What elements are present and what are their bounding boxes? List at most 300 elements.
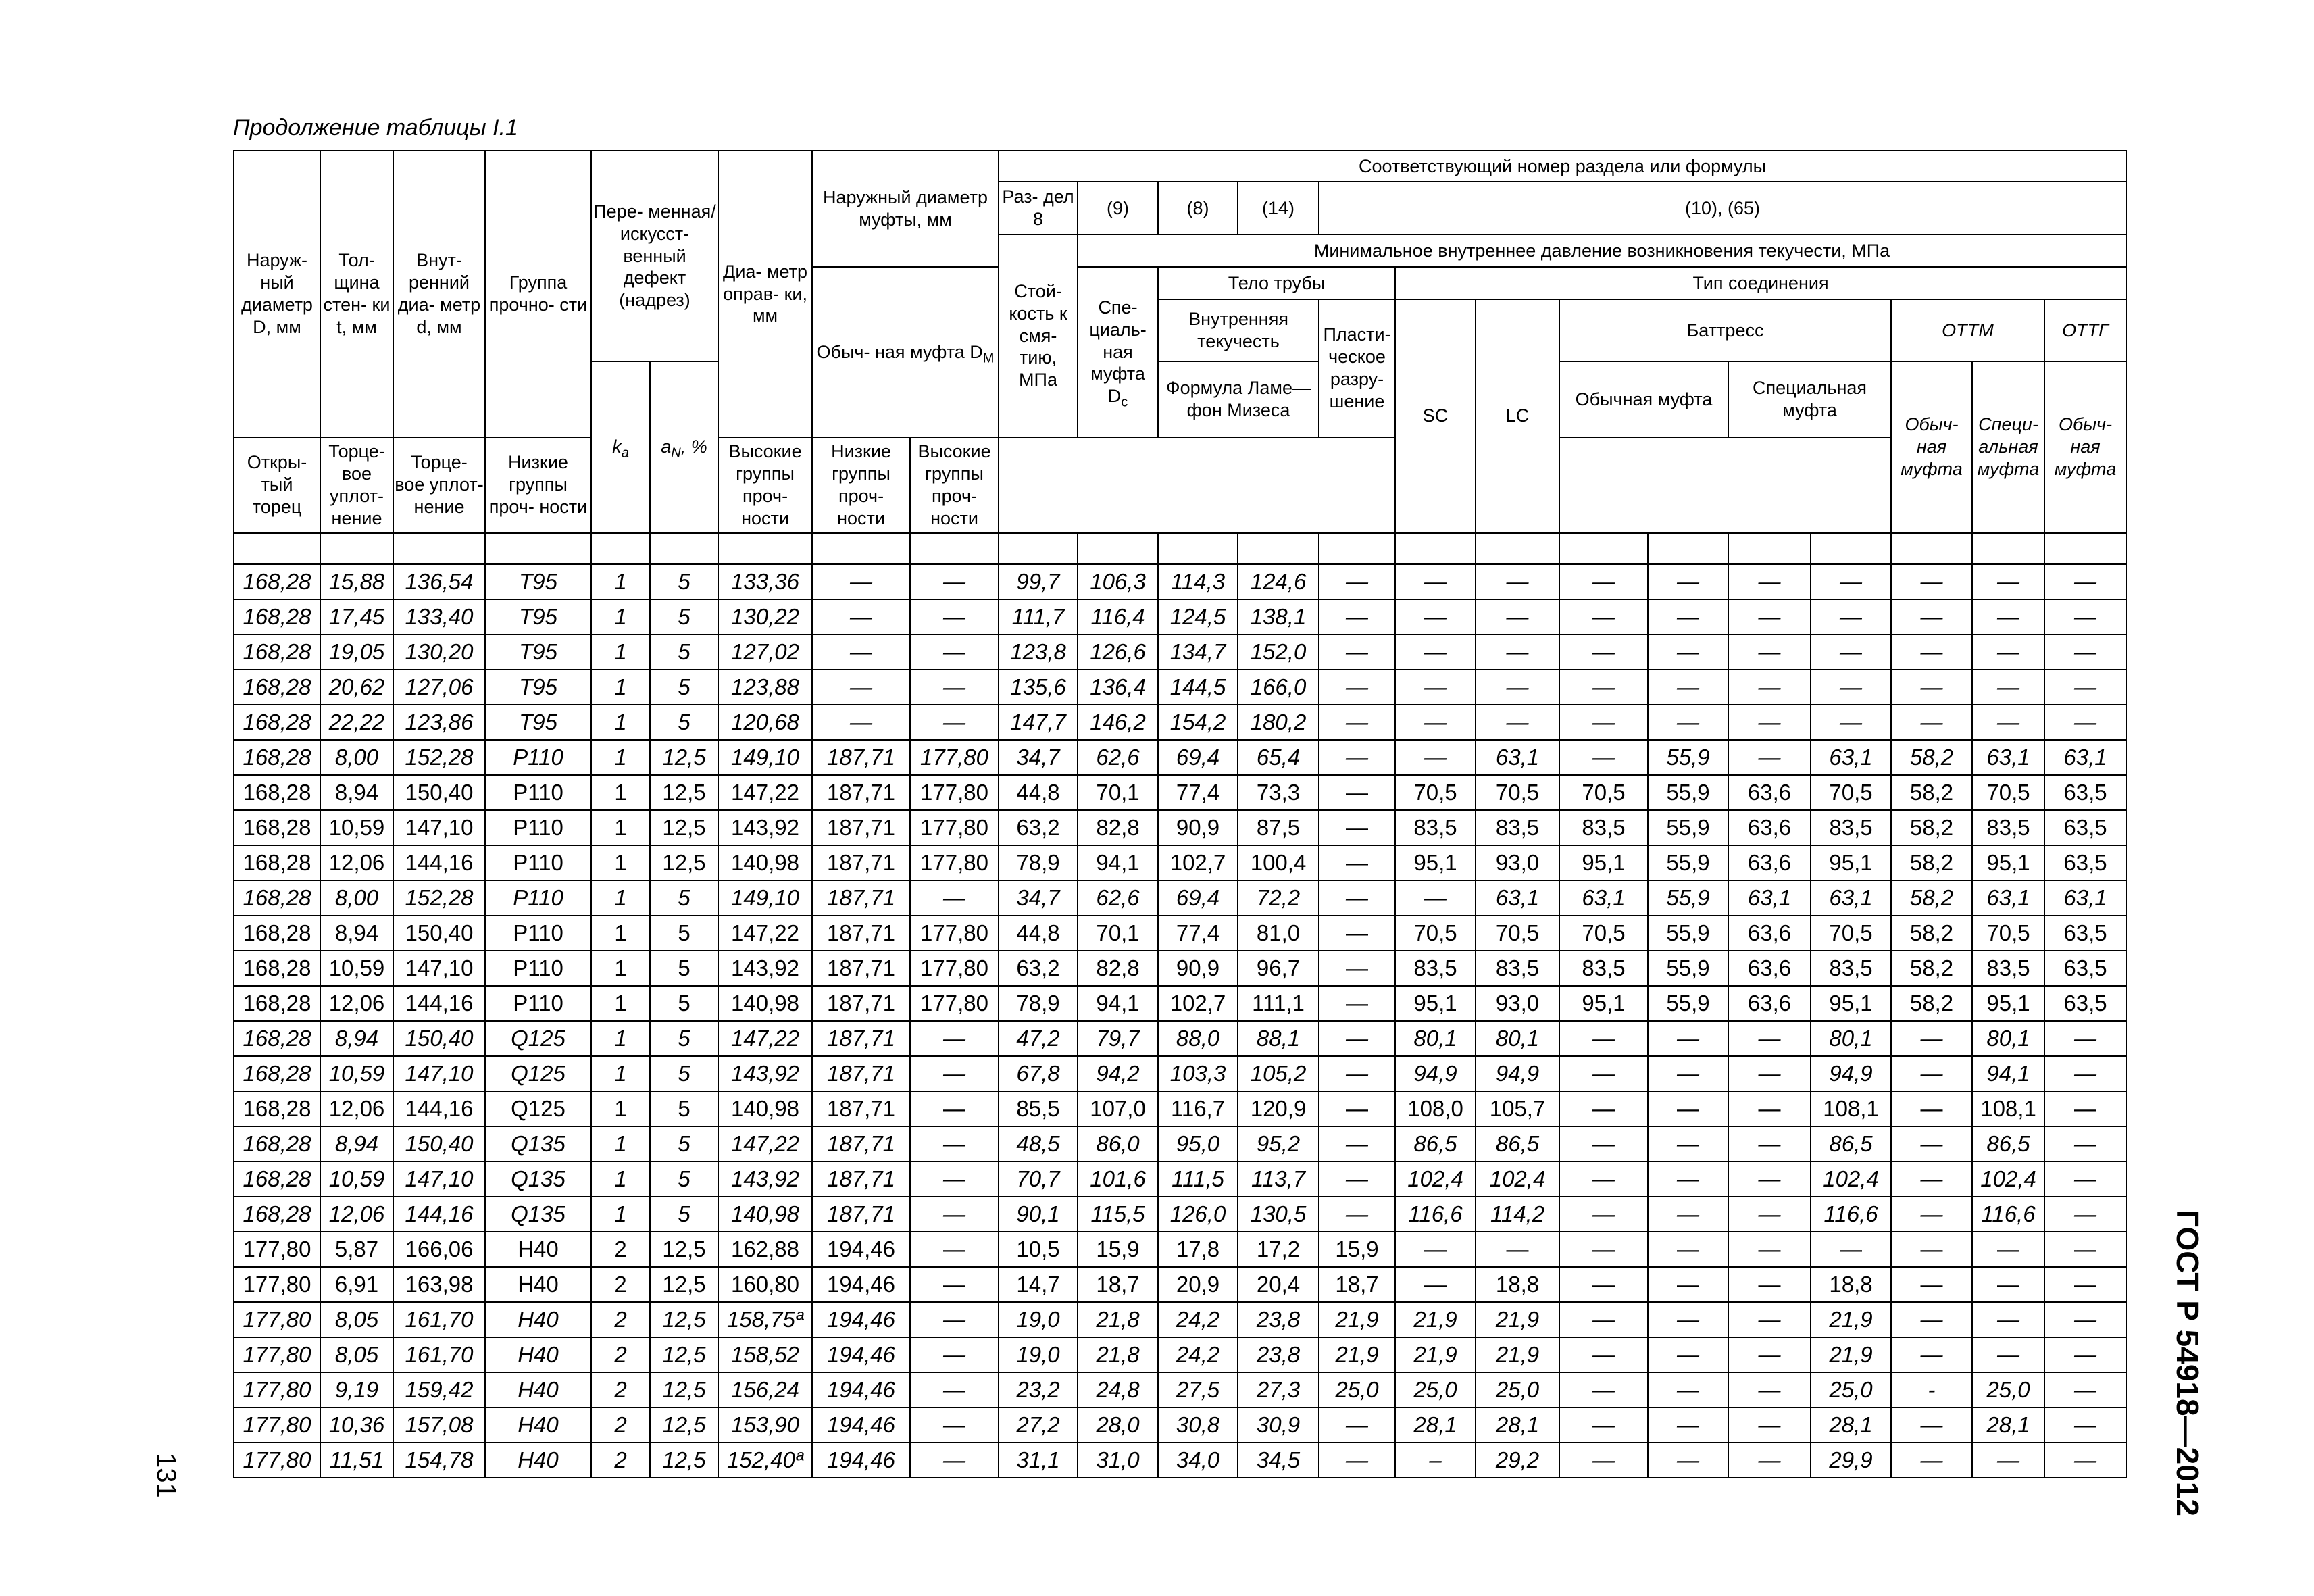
table-cell: 102,4 — [1395, 1162, 1476, 1197]
table-cell: 2 — [591, 1372, 650, 1407]
table-cell: 87,5 — [1238, 810, 1319, 845]
table-cell: — — [1559, 599, 1648, 634]
header-lc: LC — [1476, 299, 1559, 533]
table-cell: 187,71 — [812, 1162, 910, 1197]
table-row — [234, 634, 2126, 670]
table-cell: 5 — [650, 705, 718, 740]
table-cell: 5 — [650, 916, 718, 951]
table-cell: 70,5 — [1811, 916, 1891, 951]
table-cell: 102,4 — [1811, 1162, 1891, 1197]
table-cell: 187,71 — [812, 1056, 910, 1091]
table-cell: 95,1 — [1559, 986, 1648, 1021]
table-cell: 20,4 — [1238, 1267, 1319, 1302]
table-cell: 140,98 — [718, 986, 812, 1021]
table-cell: 34,0 — [1158, 1443, 1238, 1478]
table-cell: 106,3 — [1078, 564, 1158, 599]
table-cell: 152,0 — [1238, 634, 1319, 670]
table-cell: 168,28 — [234, 986, 320, 1021]
table-cell: 147,10 — [393, 810, 485, 845]
header-strength-group: Группа прочно- сти — [485, 151, 591, 437]
table-cell: 28,1 — [1972, 1407, 2044, 1443]
header-internal-yield: Внутренняя текучесть — [1158, 299, 1319, 361]
table-cell: 158,75ª — [718, 1302, 812, 1337]
table-cell: 83,5 — [1972, 951, 2044, 986]
table-cell: — — [1972, 634, 2044, 670]
table-cell: 194,46 — [812, 1232, 910, 1267]
table-row — [234, 1091, 2126, 1126]
table-cell: 18,7 — [1319, 1267, 1395, 1302]
table-cell: — — [1648, 1197, 1728, 1232]
table-cell: 83,5 — [1395, 810, 1476, 845]
table-cell: — — [2044, 1443, 2126, 1478]
table-cell: 153,90 — [718, 1407, 812, 1443]
table-cell: — — [1648, 1337, 1728, 1372]
table-cell: — — [1728, 1056, 1811, 1091]
table-cell: 177,80 — [910, 775, 999, 810]
table-row — [234, 986, 2126, 1021]
table-cell: — — [1972, 1302, 2044, 1337]
table-cell: 10,5 — [999, 1232, 1078, 1267]
table-cell: 83,5 — [1811, 951, 1891, 986]
table-cell: — — [1891, 599, 1972, 634]
table-cell: — — [1811, 599, 1891, 634]
table-cell: 1 — [591, 1162, 650, 1197]
table-cell: 177,80 — [234, 1232, 320, 1267]
header-special-coupling: Специальная муфта — [1728, 361, 1891, 437]
table-cell: 5 — [650, 951, 718, 986]
table-cell: 21,9 — [1319, 1302, 1395, 1337]
table-cell: 108,1 — [1972, 1091, 2044, 1126]
table-row — [234, 775, 2126, 810]
table-cell: — — [2044, 670, 2126, 705]
table-cell: 90,9 — [1158, 951, 1238, 986]
table-cell: 83,5 — [1811, 810, 1891, 845]
table-cell: — — [1319, 1056, 1395, 1091]
table-cell: 194,46 — [812, 1443, 910, 1478]
table-cell: — — [1728, 1267, 1811, 1302]
table-cell: — — [1319, 1126, 1395, 1162]
table-cell: 15,88 — [320, 564, 393, 599]
table-cell: 25,0 — [1319, 1372, 1395, 1407]
table-cell: 107,0 — [1078, 1091, 1158, 1126]
table-cell: 25,0 — [1811, 1372, 1891, 1407]
table-cell: 187,71 — [812, 810, 910, 845]
table-cell: 79,7 — [1078, 1021, 1158, 1056]
table-cell: 69,4 — [1158, 740, 1238, 775]
table-cell: 8,00 — [320, 740, 393, 775]
table-cell: 12,06 — [320, 986, 393, 1021]
table-cell: — — [1972, 670, 2044, 705]
table-cell: 116,7 — [1158, 1091, 1238, 1126]
table-cell: 1 — [591, 845, 650, 880]
table-cell: T95 — [485, 670, 591, 705]
table-cell: 187,71 — [812, 1197, 910, 1232]
table-cell: 5 — [650, 1126, 718, 1162]
table-cell: 1 — [591, 599, 650, 634]
header-ottm-regular: Обыч- ная муфта — [1891, 361, 1972, 533]
table-cell: 187,71 — [812, 916, 910, 951]
table-cell: 8,94 — [320, 1021, 393, 1056]
table-cell: — — [1891, 705, 1972, 740]
table-cell: 99,7 — [999, 564, 1078, 599]
header-ottg: ОТТГ — [2044, 299, 2126, 361]
table-cell: 113,7 — [1238, 1162, 1319, 1197]
table-cell: 149,10 — [718, 740, 812, 775]
table-cell: — — [1395, 670, 1476, 705]
table-cell: — — [1319, 1443, 1395, 1478]
table-cell: 187,71 — [812, 1091, 910, 1126]
table-cell: 10,59 — [320, 951, 393, 986]
table-cell: 168,28 — [234, 670, 320, 705]
table-cell: 105,7 — [1476, 1091, 1559, 1126]
header-defect: Пере- менная/ искусст- венный дефект (надрез) — [591, 151, 718, 361]
table-cell: — — [1728, 1126, 1811, 1162]
table-cell: 177,80 — [910, 740, 999, 775]
table-cell: — — [1319, 986, 1395, 1021]
table-cell: 102,4 — [1476, 1162, 1559, 1197]
table-cell: 8,00 — [320, 880, 393, 916]
table-cell: 70,5 — [1476, 775, 1559, 810]
table-cell: — — [2044, 564, 2126, 599]
table-cell: 21,9 — [1811, 1337, 1891, 1372]
table-cell: 163,98 — [393, 1267, 485, 1302]
table-cell: — — [1319, 880, 1395, 916]
table-cell: 123,86 — [393, 705, 485, 740]
table-cell: T95 — [485, 599, 591, 634]
table-cell: — — [910, 705, 999, 740]
spacer-row — [234, 533, 2126, 564]
table-cell: 95,1 — [1972, 986, 2044, 1021]
table-cell: — — [1648, 1021, 1728, 1056]
table-cell: — — [1972, 1337, 2044, 1372]
table-cell: 63,5 — [2044, 916, 2126, 951]
table-cell: — — [1972, 1267, 2044, 1302]
table-row — [234, 951, 2126, 986]
table-cell: 12,06 — [320, 845, 393, 880]
table-cell: 21,9 — [1395, 1302, 1476, 1337]
table-cell: 1 — [591, 1021, 650, 1056]
data-table — [233, 150, 2127, 1478]
table-cell: 177,80 — [910, 845, 999, 880]
table-cell: 94,9 — [1811, 1056, 1891, 1091]
table-cell: 2 — [591, 1407, 650, 1443]
table-cell: — — [1648, 1091, 1728, 1126]
table-cell: H40 — [485, 1372, 591, 1407]
table-cell: 12,5 — [650, 1267, 718, 1302]
table-cell: 55,9 — [1648, 916, 1728, 951]
table-cell: 83,5 — [1972, 810, 2044, 845]
table-cell: 168,28 — [234, 916, 320, 951]
header-ottm: ОТТМ — [1891, 299, 2044, 361]
table-cell: 18,8 — [1476, 1267, 1559, 1302]
table-cell: 58,2 — [1891, 775, 1972, 810]
table-row — [234, 1197, 2126, 1232]
table-row — [234, 740, 2126, 775]
table-cell: 177,80 — [910, 916, 999, 951]
header-sc: SC — [1395, 299, 1476, 533]
table-cell: Q125 — [485, 1091, 591, 1126]
table-cell: — — [1319, 845, 1395, 880]
table-cell: — — [1395, 599, 1476, 634]
table-cell: — — [2044, 705, 2126, 740]
header-mandrel-diameter: Диа- метр оправ- ки, мм — [718, 151, 812, 437]
table-cell: 124,5 — [1158, 599, 1238, 634]
table-cell: — — [1648, 1232, 1728, 1267]
table-cell: 25,0 — [1476, 1372, 1559, 1407]
table-row — [234, 1232, 2126, 1267]
table-cell: 161,70 — [393, 1302, 485, 1337]
table-cell: 63,1 — [2044, 880, 2126, 916]
table-cell: 28,1 — [1476, 1407, 1559, 1443]
table-cell: 156,24 — [718, 1372, 812, 1407]
table-cell: 95,1 — [1811, 986, 1891, 1021]
table-cell: 120,68 — [718, 705, 812, 740]
table-cell: — — [1811, 564, 1891, 599]
table-cell: 58,2 — [1891, 740, 1972, 775]
table-cell: 147,22 — [718, 1021, 812, 1056]
table-cell: 194,46 — [812, 1267, 910, 1302]
table-cell: 17,8 — [1158, 1232, 1238, 1267]
table-cell: 86,5 — [1476, 1126, 1559, 1162]
table-cell: Q135 — [485, 1162, 591, 1197]
table-cell: 168,28 — [234, 1091, 320, 1126]
table-cell: 10,59 — [320, 1056, 393, 1091]
table-cell: — — [1395, 1267, 1476, 1302]
table-cell: 5 — [650, 634, 718, 670]
table-cell: 168,28 — [234, 810, 320, 845]
table-cell: 12,5 — [650, 845, 718, 880]
table-cell: 20,9 — [1158, 1267, 1238, 1302]
table-cell: — — [1319, 810, 1395, 845]
table-cell: — — [2044, 1372, 2126, 1407]
table-cell: H40 — [485, 1337, 591, 1372]
table-body — [234, 533, 2126, 1478]
table-cell: 1 — [591, 670, 650, 705]
table-cell: P110 — [485, 810, 591, 845]
table-cell: 187,71 — [812, 845, 910, 880]
table-cell: 34,5 — [1238, 1443, 1319, 1478]
table-cell: 1 — [591, 951, 650, 986]
table-cell: 93,0 — [1476, 845, 1559, 880]
table-row — [234, 599, 2126, 634]
table-cell: 90,1 — [999, 1197, 1078, 1232]
table-cell: — — [1891, 1021, 1972, 1056]
table-cell: 105,2 — [1238, 1056, 1319, 1091]
table-cell: 63,1 — [1559, 880, 1648, 916]
table-cell: 126,0 — [1158, 1197, 1238, 1232]
table-cell: 12,5 — [650, 740, 718, 775]
table-cell: 70,7 — [999, 1162, 1078, 1197]
table-cell: 24,2 — [1158, 1337, 1238, 1372]
table-cell: — — [1648, 705, 1728, 740]
table-row — [234, 1337, 2126, 1372]
table-cell: 134,7 — [1158, 634, 1238, 670]
table-cell: 80,1 — [1476, 1021, 1559, 1056]
table-cell: 63,5 — [2044, 845, 2126, 880]
table-cell: 114,3 — [1158, 564, 1238, 599]
header-ottg-regular: Обыч- ная муфта — [2044, 361, 2126, 533]
table-cell: 143,92 — [718, 1056, 812, 1091]
table-cell: 150,40 — [393, 1021, 485, 1056]
table-cell: — — [1728, 1091, 1811, 1126]
table-cell: 120,9 — [1238, 1091, 1319, 1126]
table-cell: 18,8 — [1811, 1267, 1891, 1302]
table-cell: H40 — [485, 1232, 591, 1267]
table-cell: — — [1559, 1021, 1648, 1056]
table-cell: — — [1728, 1162, 1811, 1197]
table-cell: 94,1 — [1078, 986, 1158, 1021]
table-cell: 94,1 — [1972, 1056, 2044, 1091]
table-cell: — — [1891, 1197, 1972, 1232]
table-cell: — — [2044, 1267, 2126, 1302]
table-cell: 63,2 — [999, 810, 1078, 845]
table-cell: 55,9 — [1648, 880, 1728, 916]
table-cell: P110 — [485, 916, 591, 951]
table-cell: 12,5 — [650, 1443, 718, 1478]
table-cell: 78,9 — [999, 845, 1078, 880]
table-cell: 21,9 — [1395, 1337, 1476, 1372]
table-cell: 162,88 — [718, 1232, 812, 1267]
table-cell: 58,2 — [1891, 880, 1972, 916]
table-cell: — — [910, 1372, 999, 1407]
table-row — [234, 564, 2126, 599]
table-cell: — — [1728, 740, 1811, 775]
table-cell: 58,2 — [1891, 845, 1972, 880]
table-cell: 70,5 — [1972, 916, 2044, 951]
table-cell: — — [1319, 564, 1395, 599]
table-cell: 194,46 — [812, 1372, 910, 1407]
table-cell: 10,59 — [320, 1162, 393, 1197]
table-cell: 111,1 — [1238, 986, 1319, 1021]
header-regular-coupling-dm: Обыч- ная муфта $D_М$ — [812, 267, 999, 437]
table-cell: 63,1 — [1972, 880, 2044, 916]
table-cell: 44,8 — [999, 916, 1078, 951]
table-cell: — — [1728, 1443, 1811, 1478]
table-cell: 72,2 — [1238, 880, 1319, 916]
table-cell: 1 — [591, 916, 650, 951]
page-number: 131 — [151, 1453, 181, 1498]
table-cell: 144,16 — [393, 845, 485, 880]
standard-code: ГОСТ Р 54918—2012 — [2170, 1210, 2205, 1516]
table-cell: 133,36 — [718, 564, 812, 599]
table-cell: — — [1319, 1197, 1395, 1232]
table-cell: — — [1728, 1197, 1811, 1232]
table-cell: 8,05 — [320, 1302, 393, 1337]
header-connection-type: Тип соединения — [1395, 267, 2126, 299]
table-cell: 63,5 — [2044, 951, 2126, 986]
table-cell: — — [1319, 599, 1395, 634]
header-section8: Раз- дел 8 — [999, 182, 1078, 234]
table-cell: 63,6 — [1728, 775, 1811, 810]
table-cell: 143,92 — [718, 1162, 812, 1197]
table-cell: 95,0 — [1158, 1126, 1238, 1162]
table-cell: 168,28 — [234, 564, 320, 599]
table-row — [234, 1267, 2126, 1302]
table-cell: — — [1728, 1372, 1811, 1407]
table-cell: — — [1319, 634, 1395, 670]
table-cell: — — [1648, 634, 1728, 670]
table-cell: 63,6 — [1728, 986, 1811, 1021]
table-cell: 144,5 — [1158, 670, 1238, 705]
table-cell: 135,6 — [999, 670, 1078, 705]
table-cell: 27,5 — [1158, 1372, 1238, 1407]
header-buttress: Баттресс — [1559, 299, 1891, 361]
table-cell: 166,06 — [393, 1232, 485, 1267]
table-cell: 95,1 — [1559, 845, 1648, 880]
table-cell: 177,80 — [234, 1407, 320, 1443]
table-cell: — — [1972, 1232, 2044, 1267]
table-cell: 63,1 — [1972, 740, 2044, 775]
table-cell: Q135 — [485, 1197, 591, 1232]
table-cell: — — [1559, 1337, 1648, 1372]
table-cell: — — [812, 705, 910, 740]
table-cell: 143,92 — [718, 810, 812, 845]
table-cell: 160,80 — [718, 1267, 812, 1302]
table-row — [234, 916, 2126, 951]
table-cell: T95 — [485, 634, 591, 670]
table-cell: 77,4 — [1158, 775, 1238, 810]
table-cell: — — [1476, 599, 1559, 634]
table-cell: — — [1559, 1126, 1648, 1162]
table-cell: — — [2044, 1407, 2126, 1443]
table-row — [234, 880, 2126, 916]
table-cell: — — [1728, 670, 1811, 705]
table-cell: 19,05 — [320, 634, 393, 670]
header-formula-14: (14) — [1238, 182, 1319, 234]
table-cell: 138,1 — [1238, 599, 1319, 634]
header-min-pressure: Минимальное внутреннее давление возникновения текучести, МПа — [1078, 234, 2126, 267]
table-cell: 78,9 — [999, 986, 1078, 1021]
table-cell: 147,22 — [718, 916, 812, 951]
table-cell: 23,8 — [1238, 1337, 1319, 1372]
table-cell: 83,5 — [1395, 951, 1476, 986]
table-cell: — — [1648, 1162, 1728, 1197]
table-cell: 177,80 — [234, 1302, 320, 1337]
table-cell: 168,28 — [234, 845, 320, 880]
table-cell: 1 — [591, 1091, 650, 1126]
table-cell: 1 — [591, 810, 650, 845]
table-cell: 116,6 — [1811, 1197, 1891, 1232]
table-cell: — — [1811, 670, 1891, 705]
table-cell: 82,8 — [1078, 810, 1158, 845]
header-coupling-diameter: Наружный диаметр муфты, мм — [812, 151, 999, 267]
table-cell: 22,22 — [320, 705, 393, 740]
table-cell: — — [2044, 1126, 2126, 1162]
table-cell: 127,02 — [718, 634, 812, 670]
table-cell: — — [910, 1232, 999, 1267]
table-cell: — — [910, 1302, 999, 1337]
table-cell: — — [1476, 705, 1559, 740]
table-cell: 140,98 — [718, 845, 812, 880]
table-cell: 102,7 — [1158, 986, 1238, 1021]
table-cell: 12,5 — [650, 1302, 718, 1337]
table-cell: 77,4 — [1158, 916, 1238, 951]
table-cell: 27,3 — [1238, 1372, 1319, 1407]
table-cell: — — [910, 880, 999, 916]
table-cell: 154,2 — [1158, 705, 1238, 740]
table-cell: 126,6 — [1078, 634, 1158, 670]
table-cell: 31,0 — [1078, 1443, 1158, 1478]
table-cell: 194,46 — [812, 1302, 910, 1337]
table-cell: — — [812, 634, 910, 670]
table-cell: 24,2 — [1158, 1302, 1238, 1337]
table-cell: 6,91 — [320, 1267, 393, 1302]
table-cell: — — [1728, 1021, 1811, 1056]
table-cell: 158,52 — [718, 1337, 812, 1372]
table-cell: 5 — [650, 1162, 718, 1197]
table-cell: 23,2 — [999, 1372, 1078, 1407]
table-cell: 63,1 — [1728, 880, 1811, 916]
